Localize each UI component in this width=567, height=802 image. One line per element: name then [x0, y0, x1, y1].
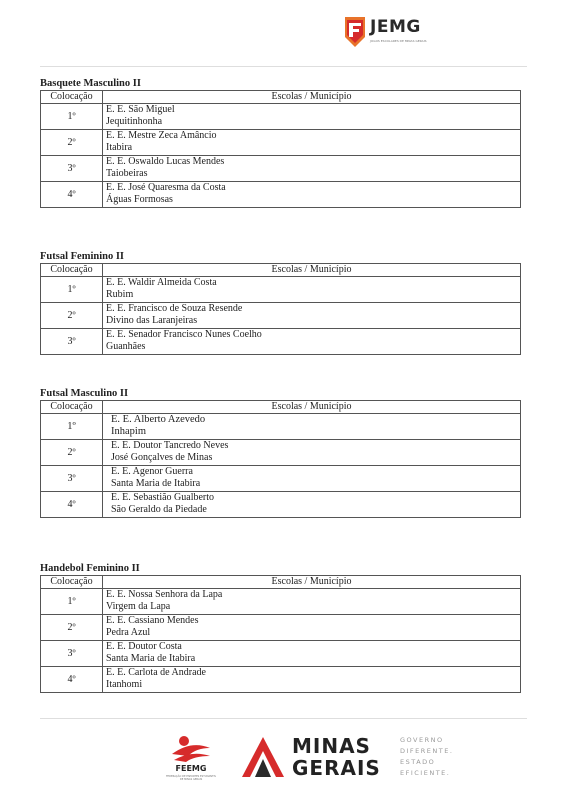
school-name: E. E. Doutor Costa	[106, 641, 182, 652]
school-cell	[103, 329, 521, 355]
school-cell	[103, 492, 521, 518]
school-cell	[103, 414, 521, 440]
table-row	[41, 466, 521, 492]
school-name: E. E. Waldir Almeida Costa	[106, 277, 217, 288]
school-name: E. E. Senador Francisco Nunes Coelho	[106, 329, 262, 340]
table-row	[41, 615, 521, 641]
school-city: Jequitinhonha	[106, 116, 163, 127]
position-cell: 2º	[41, 130, 103, 156]
table-header-row	[41, 576, 521, 589]
school-city: Guanhães	[106, 341, 146, 352]
school-city: Itabira	[106, 142, 133, 153]
school-name: E. E. São Miguel	[106, 104, 175, 115]
section-title: Basquete Masculino II	[40, 78, 141, 89]
school-name: E. E. Alberto Azevedo	[111, 414, 206, 425]
footer-divider	[40, 718, 527, 719]
feemg-logo	[166, 734, 226, 784]
school-cell	[103, 466, 521, 492]
results-table	[40, 400, 521, 518]
jemg-shield-icon	[343, 15, 367, 49]
school-city: Santa Maria de Itabira	[111, 478, 201, 489]
results-table	[40, 263, 521, 355]
header-divider	[40, 66, 527, 67]
school-cell	[103, 182, 521, 208]
table-row	[41, 492, 521, 518]
feemg-logo-subtitle: FEDERAÇÃO DE ESPORTES ESTUDANTIS DE MINAS GERAIS	[166, 775, 216, 781]
header-position: Colocação	[41, 264, 103, 277]
feemg-mark-icon	[166, 734, 216, 764]
table-row	[41, 414, 521, 440]
school-cell	[103, 277, 521, 303]
school-city: Pedra Azul	[106, 627, 151, 638]
minas-gerais-triangle-icon	[240, 735, 286, 779]
position-cell: 3º	[41, 156, 103, 182]
school-name: E. E. Mestre Zeca Amâncio	[106, 130, 217, 141]
table-header-row	[41, 264, 521, 277]
school-city: Virgem da Lapa	[106, 601, 171, 612]
school-name: E. E. Francisco de Souza Resende	[106, 303, 243, 314]
header-schools: Escolas / Município	[103, 91, 521, 104]
school-name: E. E. Doutor Tancredo Neves	[111, 440, 229, 451]
position-cell: 4º	[41, 492, 103, 518]
school-name: E. E. José Quaresma da Costa	[106, 182, 226, 193]
school-city: Santa Maria de Itabira	[106, 653, 196, 664]
position-cell: 2º	[41, 303, 103, 329]
header-position: Colocação	[41, 576, 103, 589]
school-city: São Geraldo da Piedade	[111, 504, 207, 515]
section-title: Futsal Masculino II	[40, 388, 129, 399]
section-title: Handebol Feminino II	[40, 563, 140, 574]
school-city: José Gonçalves de Minas	[111, 452, 213, 463]
jemg-logo-subtitle: JOGOS ESCOLARES DE MINAS GERAIS	[370, 39, 427, 43]
table-header-row	[41, 91, 521, 104]
school-city: Águas Formosas	[106, 194, 173, 205]
section-handebol-feminino	[40, 562, 521, 693]
table-row	[41, 303, 521, 329]
position-cell: 3º	[41, 641, 103, 667]
table-row	[41, 667, 521, 693]
position-cell: 2º	[41, 440, 103, 466]
minas-word: MINAS	[292, 734, 371, 758]
header-schools: Escolas / Município	[103, 576, 521, 589]
header-schools: Escolas / Município	[103, 401, 521, 414]
school-cell	[103, 667, 521, 693]
position-cell: 3º	[41, 329, 103, 355]
header-position: Colocação	[41, 401, 103, 414]
section-title: Futsal Feminino II	[40, 251, 125, 262]
table-row	[41, 329, 521, 355]
position-cell: 1º	[41, 414, 103, 440]
results-table	[40, 575, 521, 693]
table-header-row	[41, 401, 521, 414]
school-cell	[103, 130, 521, 156]
results-table	[40, 90, 521, 208]
position-cell: 3º	[41, 466, 103, 492]
table-row	[41, 156, 521, 182]
position-cell: 1º	[41, 104, 103, 130]
table-row	[41, 130, 521, 156]
tagline-line: DIFERENTE.	[400, 747, 454, 755]
jemg-logo	[343, 15, 427, 51]
school-city: Inhapim	[111, 426, 146, 437]
table-row	[41, 589, 521, 615]
table-row	[41, 641, 521, 667]
position-cell: 1º	[41, 277, 103, 303]
position-cell: 2º	[41, 615, 103, 641]
school-name: E. E. Sebastião Gualberto	[111, 492, 215, 503]
header-schools: Escolas / Município	[103, 264, 521, 277]
table-row	[41, 277, 521, 303]
feemg-logo-text: FEEMG	[175, 764, 207, 773]
school-name: E. E. Carlota de Andrade	[106, 667, 206, 678]
school-city: Itanhomi	[106, 679, 143, 690]
school-name: E. E. Agenor Guerra	[111, 466, 193, 477]
tagline-line: ESTADO	[400, 758, 436, 766]
minas-gerais-logo	[240, 732, 460, 782]
school-city: Divino das Laranjeiras	[106, 315, 198, 326]
position-cell: 1º	[41, 589, 103, 615]
school-cell	[103, 156, 521, 182]
table-row	[41, 440, 521, 466]
school-name: E. E. Cassiano Mendes	[106, 615, 199, 626]
table-row	[41, 182, 521, 208]
school-cell	[103, 641, 521, 667]
school-cell	[103, 615, 521, 641]
school-city: Rubim	[106, 289, 134, 300]
school-city: Taiobeiras	[106, 168, 148, 179]
section-futsal-masculino	[40, 387, 521, 518]
school-cell	[103, 104, 521, 130]
school-name: E. E. Nossa Senhora da Lapa	[106, 589, 223, 600]
table-row	[41, 104, 521, 130]
section-basquete-masculino	[40, 77, 521, 208]
position-cell: 4º	[41, 182, 103, 208]
position-cell: 4º	[41, 667, 103, 693]
header-position: Colocação	[41, 91, 103, 104]
tagline-line: GOVERNO	[400, 736, 444, 744]
jemg-logo-text: JEMG	[370, 17, 421, 37]
tagline-line: EFICIENTE.	[400, 769, 451, 777]
section-futsal-feminino	[40, 250, 521, 355]
school-cell	[103, 303, 521, 329]
school-name: E. E. Oswaldo Lucas Mendes	[106, 156, 225, 167]
school-cell	[103, 440, 521, 466]
school-cell	[103, 589, 521, 615]
gerais-word: GERAIS	[292, 756, 381, 780]
